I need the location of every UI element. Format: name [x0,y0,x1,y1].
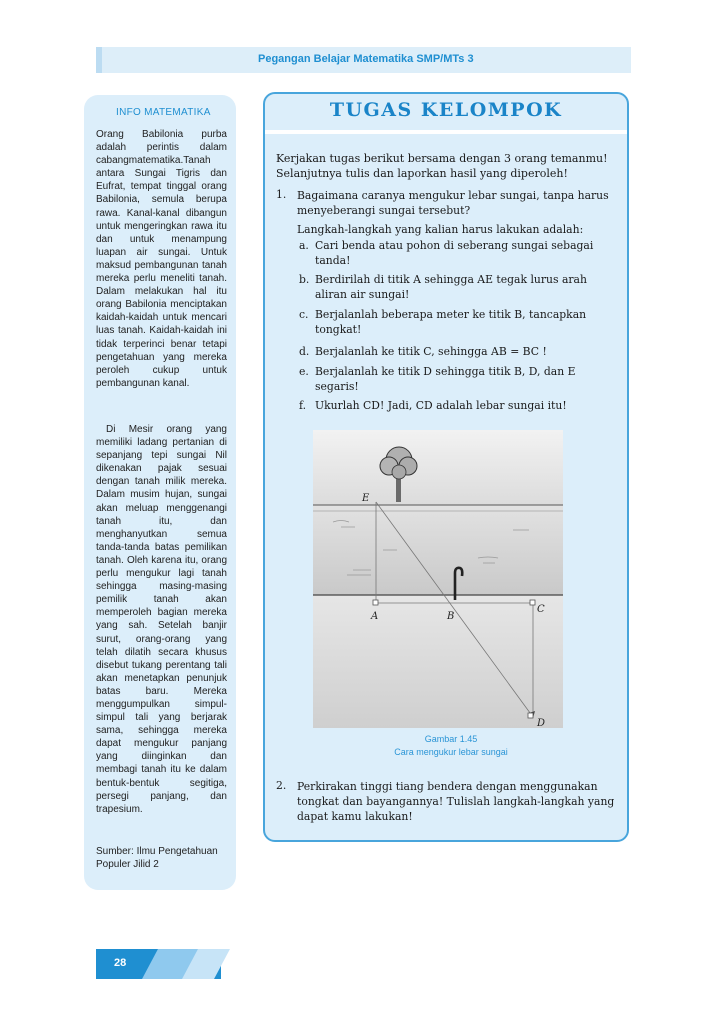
label-d: D [537,718,546,728]
label-b: B [447,611,455,622]
label-a: A [371,611,379,622]
step-text: Cari benda atau pohon di seberang sungai sebagai tanda! [315,239,594,267]
step-text: Ukurlah CD! Jadi, CD adalah lebar sungai itu! [315,399,567,412]
step-text: Berjalanlah ke titik D sehingga titik B, D, dan E segaris! [315,365,576,393]
label-e: E [362,493,370,504]
info-matematika-title: INFO MATEMATIKA [116,107,211,118]
tugas-kelompok-title: TUGAS KELOMPOK [329,99,563,121]
step-letter: a. [299,239,309,252]
step-e [299,364,622,394]
book-title: Pegangan Belajar Matematika SMP/MTs 3 [258,53,474,65]
figure-caption-text: Cara mengukur lebar sungai [394,747,508,757]
task1-question: Bagaimana caranya mengukur lebar sungai, tanpa harus menyeberangi sungai tersebut? [297,189,609,217]
task1-intro: Langkah-langkah yang kalian harus lakukan adalah: [297,223,584,236]
step-letter: b. [299,273,310,286]
figure-caption-number: Gambar 1.45 [424,734,478,744]
step-letter: e. [299,365,309,378]
step-text: Berdirilah di titik A sehingga AE tegak lurus arah aliran air sungai! [315,273,587,301]
sky [313,430,563,505]
step-a [299,238,622,268]
step-text: Berjalanlah ke titik C, sehingga AB = BC ! [315,345,547,358]
task1-number: 1. [276,188,287,201]
title-divider [265,130,627,134]
page-number: 28 [114,957,127,969]
point-a-marker [373,600,378,605]
point-c-marker [530,600,535,605]
task-instruction: Kerjakan tugas berikut bersama dengan 3 orang temanmu! Selanjutnya tulis dan laporkan hasil yang diperoleh! [276,152,608,180]
step-f [299,398,622,413]
info-paragraph-babilonia: Orang Babilonia purba adalah perintis dalam cabangmatematika.Tanah antara Sungai Tigris dan Eufrat, tempat tinggal orang Babilonia, semula berupa rawa. Kanal-kanal dibangun untuk mengeringkan rawa itu dan untuk menampung luapan air sungai. Untuk maksud pembangunan tanah mereka perlu meneliti tanah. Dalam melakukan hal itu orang Babilonia menciptakan kaidah-kaidah untuk mencari luas tanah. Kaidah-kaidah ini tidak terperinci benar tetapi pengetahuan yang mereka peroleh cukup untuk pembangunan kanal. [96,129,227,389]
label-c: C [537,604,545,615]
step-c [299,307,622,337]
task2-text: Perkirakan tinggi tiang bendera dengan menggunakan tongkat dan bayangannya! Tulislah langkah-langkah yang dapat kamu lakukan! [297,780,615,823]
step-text: Berjalanlah beberapa meter ke titik B, tancapkan tongkat! [315,308,587,336]
river-measurement-figure [313,430,563,728]
step-letter: f. [299,399,307,412]
step-letter: d. [299,345,310,358]
river-diagram [313,430,563,728]
info-source: Sumber: Ilmu Pengetahuan Populer Jilid 2 [96,846,218,870]
near-bank [313,595,563,728]
info-paragraph-mesir: Di Mesir orang yang memiliki ladang pertanian di sepanjang tepi sungai Nil dikenakan pajak sesuai dengan tanah milik mereka. Dalam musim hujan, sungai akan meluap menggenangi tanah itu, dan menghanyutkan semua tanda-tanda batas pemilikan tanah. Oleh karena itu, orang perlu mengukur lagi tanah sehingga masing-masing pemilik tanah akan memperoleh bagian mereka yang sah. Setelah banjir surut, orang-orang yang telah dilatih secara khusus disebut tukang perentang tali akan menetapkan penunjuk batas baru. Mereka menggumpulkan simpul-simpul tali yang berjarak sama, sehingga mereka dapat mengukur panjang yang diinginkan dan membagi tanah itu ke dalam bentuk-bentuk segitiga, persegi panjang, dan trapesium. [96,424,227,815]
river [313,505,563,595]
step-letter: c. [299,308,309,321]
task2-number: 2. [276,779,287,792]
point-d-marker [528,713,533,718]
step-b [299,272,622,302]
header-accent [96,47,102,73]
step-d [299,344,622,359]
